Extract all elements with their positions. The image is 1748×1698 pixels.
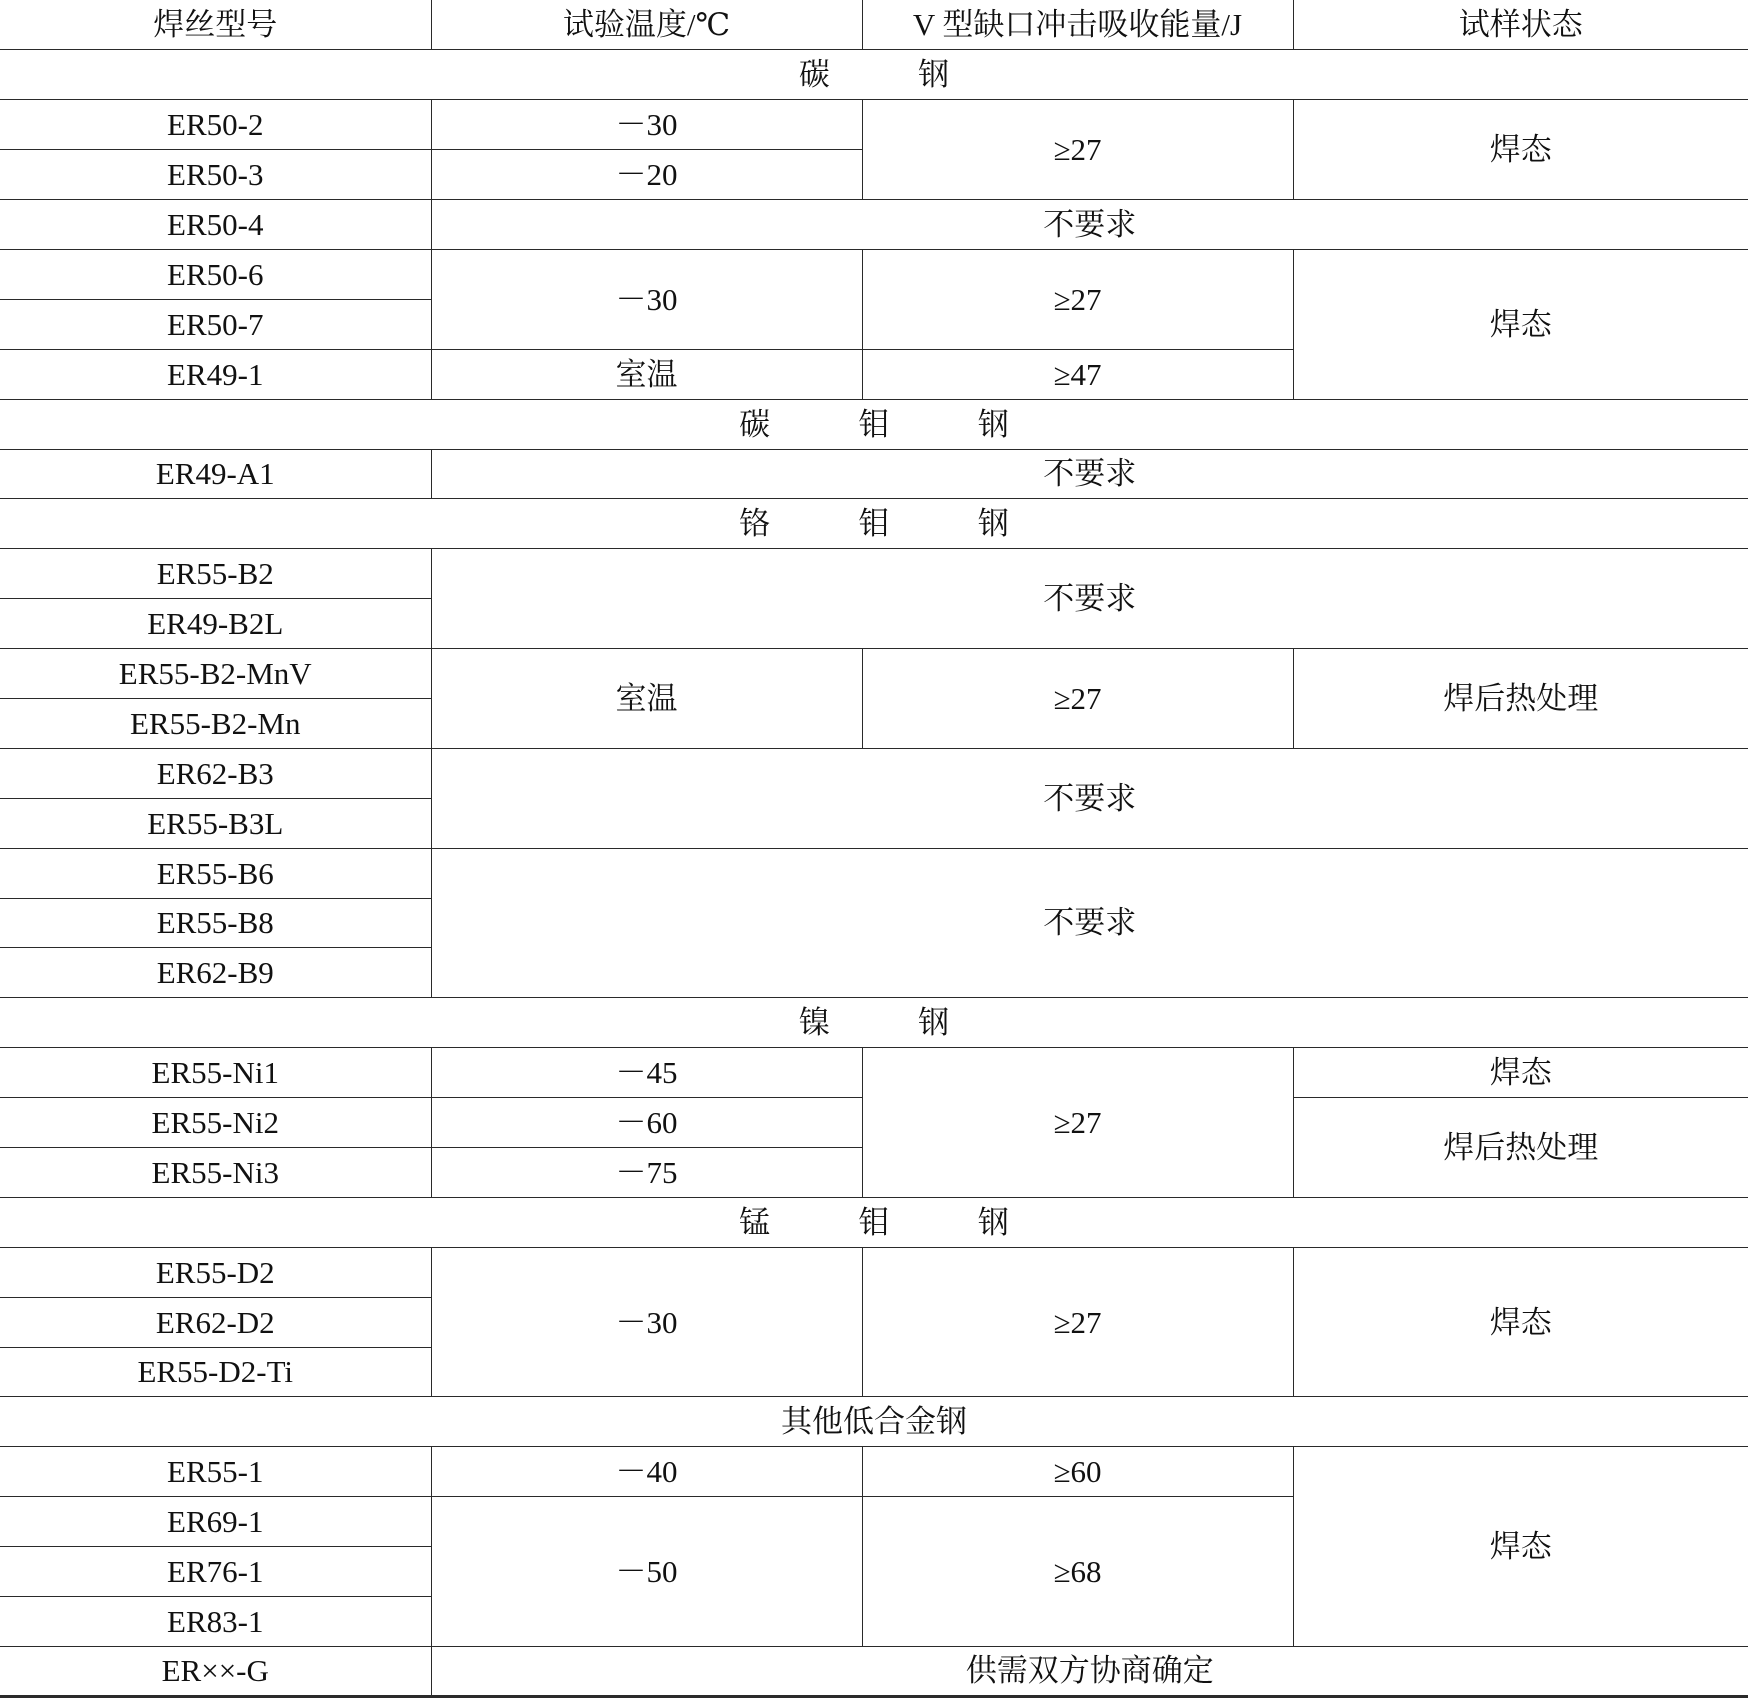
test-temp-cell: －50: [431, 1497, 862, 1647]
wire-model-cell: ER××-G: [0, 1646, 431, 1696]
wire-model-cell: ER50-4: [0, 200, 431, 250]
section-row-mn-mo: [0, 1197, 1748, 1247]
wire-model-cell: ER55-D2: [0, 1247, 431, 1297]
impact-energy-cell: ≥27: [862, 649, 1293, 749]
wire-model-cell: ER49-A1: [0, 449, 431, 499]
wire-model-cell: ER62-B3: [0, 748, 431, 798]
table-row: [0, 748, 1748, 798]
wire-model-cell: ER49-1: [0, 349, 431, 399]
test-temp-cell: －60: [431, 1098, 862, 1148]
section-row-cr-mo: [0, 499, 1748, 549]
wire-model-cell: ER50-3: [0, 150, 431, 200]
table-row: [0, 649, 1748, 699]
wire-model-cell: ER69-1: [0, 1497, 431, 1547]
header-wire-model: 焊丝型号: [0, 0, 431, 50]
not-required-cell: 不要求: [431, 549, 1748, 649]
table-row: [0, 1447, 1748, 1497]
not-required-cell: 不要求: [431, 449, 1748, 499]
impact-energy-cell: ≥60: [862, 1447, 1293, 1497]
wire-model-cell: ER50-6: [0, 249, 431, 299]
impact-energy-cell: ≥47: [862, 349, 1293, 399]
test-temp-cell: －40: [431, 1447, 862, 1497]
section-row-carbon-mo: [0, 399, 1748, 449]
wire-model-cell: ER55-Ni3: [0, 1147, 431, 1197]
section-row-other: [0, 1397, 1748, 1447]
specimen-state-cell: 焊态: [1293, 1247, 1748, 1397]
table-row: [0, 249, 1748, 299]
wire-model-cell: ER76-1: [0, 1547, 431, 1597]
table-row: [0, 1048, 1748, 1098]
test-temp-cell: －30: [431, 249, 862, 349]
test-temp-cell: －45: [431, 1048, 862, 1098]
test-temp-cell: 室温: [431, 649, 862, 749]
header-impact-energy: V 型缺口冲击吸收能量/J: [862, 0, 1293, 50]
wire-model-cell: ER55-B8: [0, 898, 431, 948]
section-row-ni: [0, 998, 1748, 1048]
test-temp-cell: 室温: [431, 349, 862, 399]
wire-model-cell: ER55-D2-Ti: [0, 1347, 431, 1397]
specimen-state-cell: 焊态: [1293, 1048, 1748, 1098]
impact-energy-cell: ≥27: [862, 1048, 1293, 1198]
negotiated-cell: 供需双方协商确定: [431, 1646, 1748, 1696]
wire-model-cell: ER55-Ni2: [0, 1098, 431, 1148]
section-other-low-alloy-steel: 其他低合金钢: [0, 1397, 1748, 1447]
table-row: [0, 200, 1748, 250]
table-row: [0, 100, 1748, 150]
specimen-state-cell: 焊态: [1293, 249, 1748, 399]
specimen-state-cell: 焊后热处理: [1293, 1098, 1748, 1198]
header-specimen-state: 试样状态: [1293, 0, 1748, 50]
test-temp-cell: －30: [431, 1247, 862, 1397]
test-temp-cell: －20: [431, 150, 862, 200]
wire-model-cell: ER62-D2: [0, 1297, 431, 1347]
wire-model-cell: ER49-B2L: [0, 599, 431, 649]
not-required-cell: 不要求: [431, 200, 1748, 250]
wire-model-cell: ER55-B6: [0, 848, 431, 898]
wire-model-cell: ER50-2: [0, 100, 431, 150]
header-test-temp: 试验温度/℃: [431, 0, 862, 50]
wire-model-cell: ER55-Ni1: [0, 1048, 431, 1098]
section-mn-mo-steel: 锰 钼 钢: [0, 1197, 1748, 1247]
table-row: [0, 549, 1748, 599]
impact-energy-cell: ≥27: [862, 100, 1293, 200]
not-required-cell: 不要求: [431, 748, 1748, 848]
section-carbon-mo-steel: 碳 钼 钢: [0, 399, 1748, 449]
table-row: [0, 449, 1748, 499]
test-temp-cell: －75: [431, 1147, 862, 1197]
wire-model-cell: ER55-B3L: [0, 798, 431, 848]
specimen-state-cell: 焊态: [1293, 100, 1748, 200]
wire-model-cell: ER55-B2-Mn: [0, 698, 431, 748]
test-temp-cell: －30: [431, 100, 862, 150]
section-carbon-steel: 碳 钢: [0, 50, 1748, 100]
table-row: [0, 1646, 1748, 1696]
impact-energy-cell: ≥68: [862, 1497, 1293, 1647]
wire-model-cell: ER62-B9: [0, 948, 431, 998]
specimen-state-cell: 焊态: [1293, 1447, 1748, 1647]
wire-model-cell: ER83-1: [0, 1597, 431, 1647]
section-row-carbon: [0, 50, 1748, 100]
wire-model-cell: ER55-B2: [0, 549, 431, 599]
impact-energy-cell: ≥27: [862, 249, 1293, 349]
section-ni-steel: 镍 钢: [0, 998, 1748, 1048]
not-required-cell: 不要求: [431, 848, 1748, 998]
section-cr-mo-steel: 铬 钼 钢: [0, 499, 1748, 549]
header-row: [0, 0, 1748, 50]
table-row: [0, 1247, 1748, 1297]
impact-energy-cell: ≥27: [862, 1247, 1293, 1397]
wire-model-cell: ER50-7: [0, 299, 431, 349]
table-row: [0, 848, 1748, 898]
wire-model-cell: ER55-1: [0, 1447, 431, 1497]
specimen-state-cell: 焊后热处理: [1293, 649, 1748, 749]
wire-model-cell: ER55-B2-MnV: [0, 649, 431, 699]
